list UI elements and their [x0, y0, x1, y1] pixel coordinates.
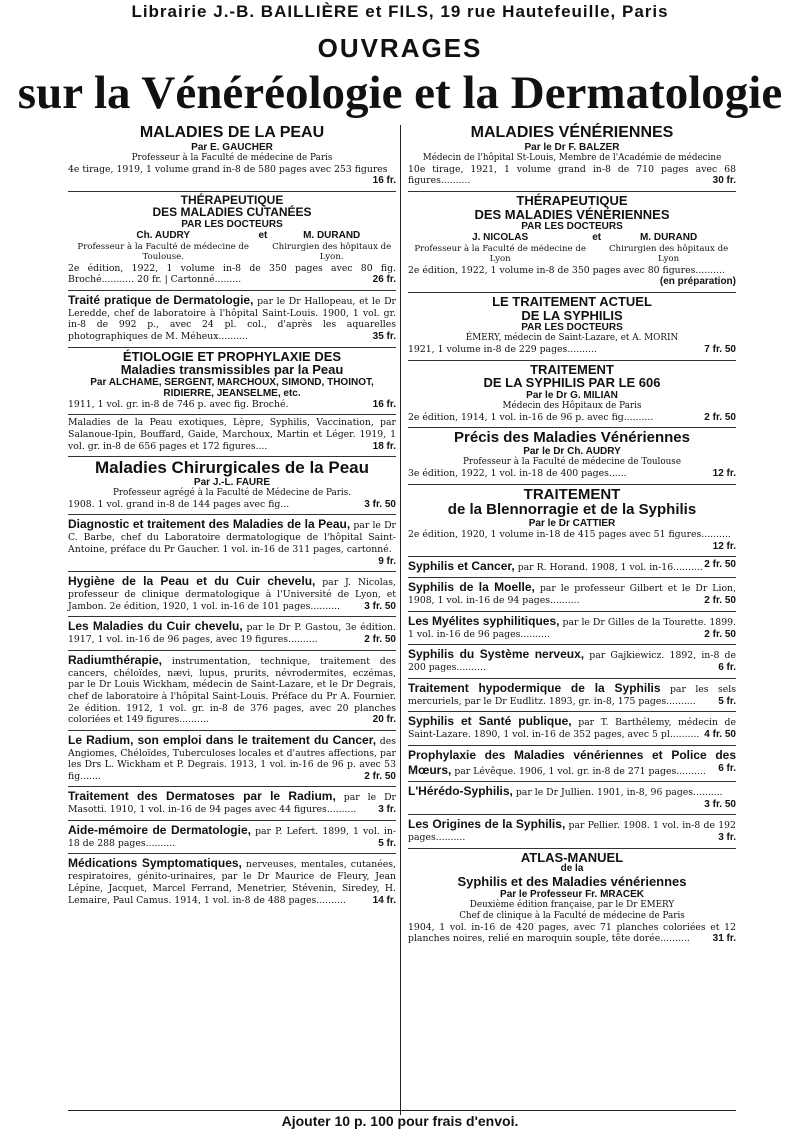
book-title-line2: DE LA SYPHILIS [521, 307, 623, 323]
book-entry [408, 815, 736, 849]
book-details [408, 580, 736, 608]
author-credential: Professeur à la Faculté de médecine de Paris [131, 152, 333, 163]
book-title-line2: DES MALADIES CUTANÉES [152, 205, 312, 220]
book-price: 12 fr. [712, 468, 736, 480]
author-credential: Chirurgien des hôpitaux de Lyon [608, 244, 729, 265]
book-price: 18 fr. [372, 440, 396, 452]
author-left [68, 230, 258, 263]
book-entry [408, 679, 736, 713]
book-entry [408, 746, 736, 782]
book-lead-title: Syphilis et Cancer, [408, 559, 515, 574]
book-price: 2 fr. 50 [364, 634, 396, 646]
author-credential: Médecin des Hôpitaux de Paris [502, 400, 642, 411]
book-price: 4 fr. 50 [704, 729, 736, 741]
book-entry [68, 291, 396, 348]
book-details [408, 922, 736, 946]
author-credential: Professeur à la Faculté de médecine de Lyon [414, 244, 586, 265]
book-description: par Lévêque. 1906, 1 vol. gr. in-8 de 271 pages.......... [454, 765, 706, 777]
book-lead-title: Syphilis et Santé publique, [408, 714, 572, 729]
book-lead-title: Prophylaxie des Maladies vénériennes et Police des Mœurs, [408, 747, 736, 777]
book-price: (en préparation) [659, 276, 736, 288]
book-details [408, 784, 736, 812]
book-author: Par ALCHAME, SERGENT, MARCHOUX, SIMOND, THOINOT, RIDIERRE, JEANSELME, etc. [90, 376, 374, 399]
book-entry [68, 651, 396, 731]
author-credential: Chef de clinique à la Faculté de médecine de Paris [459, 910, 685, 921]
book-entry [68, 515, 396, 572]
author-credential: Professeur à la Faculté de médecine de Toulouse. [77, 242, 250, 263]
publisher-line: Librairie J.-B. BAILLIÈRE et FILS, 19 rue Hautefeuille, Paris [131, 2, 669, 21]
book-title: THÉRAPEUTIQUE [516, 192, 628, 208]
book-title: ATLAS-MANUEL [520, 849, 624, 865]
book-lead-title: Radiumthérapie, [68, 652, 163, 667]
book-author: Par E. GAUCHER [191, 141, 273, 153]
book-lead-title: Médications Symptomatiques, [68, 856, 242, 871]
book-details [408, 748, 736, 778]
book-description: par le Dr P. Gastou, 3e édition. 1917, 1 vol. in-16 de 96 pages, avec 19 figures.......... [68, 622, 396, 646]
book-details [68, 164, 396, 188]
author-pair [408, 232, 736, 265]
book-lead-title: Syphilis de la Moelle, [408, 580, 535, 595]
book-price: 31 fr. [712, 933, 736, 945]
author-credential: Professeur agrégé à la Faculté de Médecine de Paris. [112, 487, 352, 498]
book-lead-title: Traitement hypodermique de la Syphilis [408, 680, 661, 695]
book-details [68, 293, 396, 344]
book-price: 6 fr. [718, 662, 736, 674]
book-entry [68, 821, 396, 855]
book-details [68, 619, 396, 647]
book-price: 16 fr. [372, 175, 396, 187]
book-details [408, 647, 736, 675]
book-price: 9 fr. [378, 555, 396, 567]
book-details [68, 517, 396, 568]
book-description: par Pellier. 1908. 1 vol. in-8 de 192 pages.......... [408, 820, 736, 844]
book-title: Maladies Chirurgicales de la Peau [94, 458, 369, 478]
book-details [408, 614, 736, 642]
book-details [68, 789, 396, 817]
book-entry [68, 457, 396, 515]
book-description: par T. Barthélemy, médecin de Saint-Lazare. 1890, 1 vol. in-16 de 352 pages, avec 5 pl.......... [408, 717, 736, 741]
author-left [408, 232, 592, 265]
book-price: 2 fr. 50 [704, 559, 736, 571]
book-author: PAR LES DOCTEURS [521, 322, 623, 334]
book-entry [408, 361, 736, 429]
book-lead-title: Les Myélites syphilitiques, [408, 613, 560, 628]
book-title-line2: de la [560, 863, 584, 875]
book-details [408, 468, 736, 481]
author-conjunction: et [258, 230, 268, 242]
book-description: par le Dr Masotti. 1910, 1 vol. in-16 de 94 pages avec 44 figures.......... [68, 792, 396, 816]
book-price: 16 fr. [372, 398, 396, 410]
book-details [408, 164, 736, 188]
book-title: THÉRAPEUTIQUE [180, 192, 284, 207]
book-description: nerveuses, mentales, cutanées, respiratoires, génito-urinaires, par le Dr Maurice de Fleury, Jean Lépine, Jacquet, Marcel Ferrand, Menetrier, Stévenin, Siredey, H. Lemaire, Paul Camus. 1914, 1 vol. in-8 de 488 pages.......... [68, 859, 396, 906]
book-details [68, 499, 396, 512]
book-entry [68, 617, 396, 651]
book-entry [408, 428, 736, 484]
footer-note: Ajouter 10 p. 100 pour frais d'envoi. [281, 1113, 519, 1129]
book-lead-title: Les Origines de la Syphilis, [408, 817, 566, 832]
right-column [408, 123, 736, 949]
book-description: par les sels mercuriels, par le Dr Eudlitz. 1893, gr. in-8, 175 pages.......... [408, 683, 736, 707]
author-name: M. DURAND [303, 230, 361, 242]
author-right [267, 230, 396, 263]
book-description: Maladies de la Peau exotiques, Lèpre, Syphilis, Vaccination, par Salanoue-Ipin, Bouffard, Gaide, Marchoux, Martin et Léger. 1919, 1 vol. gr. in-8 de 656 pages et 172 figures.... [68, 417, 396, 452]
book-description: 1911, 1 vol. gr. in-8 de 746 p. avec fig. Broché. [68, 398, 289, 410]
book-details [68, 733, 396, 784]
book-entry [408, 578, 736, 612]
book-description: des Angiomes, Chéloïdes, Tuberculoses locales et d'autres affections, par les Drs L. Wickham et P. Degrais. 1913, 1 vol. in-16 de 96 p. avec 53 fig....... [68, 735, 396, 782]
book-description: 1908. 1 vol. grand in-8 de 144 pages avec fig... [68, 498, 290, 510]
book-details [408, 265, 736, 289]
book-author: Par J.-L. FAURE [193, 476, 271, 488]
book-price: 2 fr. 50 [704, 628, 736, 640]
book-author: Par le Dr F. BALZER [524, 141, 620, 153]
book-title-line3: Syphilis et des Maladies vénériennes [457, 873, 687, 889]
book-entry [408, 293, 736, 361]
book-entry [68, 731, 396, 788]
book-entry [68, 348, 396, 416]
left-column [68, 123, 396, 910]
book-description: 2e édition, 1922, 1 volume in-8 de 350 pages avec 80 fig. Broché........... 20 fr. | Cartonné......... [68, 262, 396, 286]
book-author: Par le Dr Ch. AUDRY [523, 446, 621, 458]
book-price: 12 fr. [712, 540, 736, 552]
author-name: Ch. AUDRY [136, 230, 191, 242]
book-details [68, 823, 396, 851]
author-pair [68, 230, 396, 263]
book-entry [68, 854, 396, 910]
page-subheading: sur la Vénéréologie et la Dermatologie [17, 67, 783, 119]
book-title: ÉTIOLOGIE ET PROPHYLAXIE DES [122, 348, 342, 364]
book-details [68, 263, 396, 287]
book-details [408, 714, 736, 742]
book-description: 10e tirage, 1921, 1 volume grand in-8 de 710 pages avec 68 figures.......... [408, 163, 736, 187]
author-credential: Deuxième édition française, par le Dr EMERY [469, 899, 675, 910]
book-author: PAR LES DOCTEURS [181, 219, 283, 231]
book-entry [408, 645, 736, 679]
book-price: 14 fr. [372, 894, 396, 906]
author-name: J. NICOLAS [472, 232, 529, 244]
book-entry [408, 849, 736, 949]
book-price: 2 fr. 50 [704, 411, 736, 423]
book-price: 3 fr. 50 [704, 798, 736, 810]
book-entry [408, 612, 736, 646]
book-description: par le Dr C. Barbe, chef du Laboratoire dermatologique de l'hôpital Saint-Antoine, préface du Pr Gaucher. 1 vol. in-16 de 311 pages, cartonné. [68, 520, 396, 555]
book-title: Précis des Maladies Vénériennes [454, 429, 690, 447]
book-description: par le Dr Hallopeau, et le Dr Leredde, chef de laboratoire à l'hôpital Saint-Louis. 1900, 1 vol. gr. in-8 de 992 p., avec 24 pl. col., d'après les aquarelles photographiques de M. Méheux.......... [68, 295, 396, 343]
book-author: Par le Dr G. MILIAN [526, 389, 618, 401]
column-divider [400, 125, 401, 1115]
book-description: par R. Horand. 1908, 1 vol. in-16.......... [517, 562, 703, 574]
book-author: Par le Dr CATTIER [528, 518, 616, 530]
book-price: 5 fr. [718, 695, 736, 707]
book-lead-title: Aide-mémoire de Dermatologie, [68, 822, 251, 837]
book-lead-title: Traité pratique de Dermatologie, [68, 292, 254, 307]
author-right [601, 232, 736, 265]
book-description: 3e édition, 1922, 1 vol. in-18 de 400 pages...... [408, 468, 627, 480]
book-price: 5 fr. [378, 837, 396, 849]
book-description: instrumentation, technique, traitement des cancers, chéloïdes, nævi, lupus, prurits, névrodermites, eczémas, par le Dr Louis Wickham, médecin de Saint-Lazare, et le Dr Degrais, chef de laboratoire à l'hôpital Saint-Louis. Préface du Pr A. Fournier. 2e édition. 1912, 1 vol. gr. in-8 de 376 pages, avec 20 planches coloriées et 149 figures.......... [68, 655, 396, 726]
book-title-line2: DE LA SYPHILIS PAR LE 606 [483, 375, 661, 391]
book-description: 1921, 1 volume in-8 de 229 pages.......... [408, 344, 597, 356]
book-price: 3 fr. [718, 832, 736, 844]
book-price: 2 fr. 50 [704, 595, 736, 607]
book-price: 7 fr. 50 [704, 344, 736, 356]
author-credential: Chirurgien des hôpitaux de Lyon. [272, 242, 392, 263]
book-entry [68, 572, 396, 617]
book-title-line2: DES MALADIES VÉNÉRIENNES [474, 206, 670, 222]
book-description: 2e édition, 1922, 1 volume in-8 de 350 pages avec 80 figures.......... [408, 264, 725, 276]
book-title: LE TRAITEMENT ACTUEL [492, 293, 652, 309]
book-entry [408, 557, 736, 578]
book-description: par Gajkiewicz. 1892, in-8 de 200 pages.......... [408, 650, 736, 674]
page-heading: OUVRAGES [317, 33, 483, 63]
author-name: M. DURAND [639, 232, 698, 244]
book-description: par le professeur Gilbert et le Dr Lion, 1908, 1 vol. in-16 de 94 pages.......... [408, 583, 736, 607]
book-entry [408, 192, 736, 293]
book-description: par P. Lefert. 1899, 1 vol. in-18 de 288 pages.......... [68, 825, 396, 849]
book-lead-title: Hygiène de la Peau et du Cuir chevelu, [68, 574, 316, 589]
book-details [408, 412, 736, 425]
book-price: 20 fr. [372, 714, 396, 726]
book-entry [408, 712, 736, 746]
book-description: 2e édition, 1920, 1 volume in-18 de 415 pages avec 51 figures.......... [408, 529, 731, 541]
book-details [408, 681, 736, 709]
book-description: 4e tirage, 1919, 1 volume grand in-8 de 580 pages avec 253 figures [68, 163, 388, 175]
footer-rule [68, 1110, 736, 1111]
book-price: 3 fr. 50 [364, 600, 396, 612]
book-author: Par le Professeur Fr. MRACEK [500, 888, 644, 900]
book-details [68, 399, 396, 412]
book-details [408, 817, 736, 845]
book-lead-title: Syphilis du Système nerveux, [408, 647, 585, 662]
book-entry [408, 123, 736, 192]
book-title-line2: Maladies transmissibles par la Peau [120, 362, 344, 378]
book-entry [408, 782, 736, 816]
book-description: par J. Nicolas, professeur de clinique dermatologique à l'Université de Lyon, et Jambon. 2e édition, 1920, 1 vol. in-16 de 101 pages.......... [68, 577, 396, 612]
book-description: 1904, 1 vol. in-16 de 420 pages, avec 71 planches coloriées et 12 planches noires, relié en maroquin souple, tête dorée.......... [408, 921, 736, 945]
author-credential: Médecin de l'hôpital St-Louis, Membre de l'Académie de médecine [422, 152, 722, 163]
book-lead-title: Le Radium, son emploi dans le traitement du Cancer, [68, 732, 377, 747]
book-entry [68, 192, 396, 291]
book-details [68, 417, 396, 453]
book-price: 30 fr. [712, 175, 736, 187]
book-details [68, 856, 396, 907]
book-entry [68, 123, 396, 192]
book-title: TRAITEMENT [530, 361, 614, 377]
book-lead-title: Les Maladies du Cuir chevelu, [68, 619, 243, 634]
book-price: 2 fr. 50 [364, 770, 396, 782]
book-lead-title: Traitement des Dermatoses par le Radium, [68, 789, 336, 804]
book-details [68, 574, 396, 613]
author-credential: ÉMERY, médecin de Saint-Lazare, et A. MORIN [465, 333, 679, 344]
author-credential: Professeur à la Faculté de médecine de Toulouse [462, 457, 682, 468]
book-lead-title: Diagnostic et traitement des Maladies de la Peau, [68, 517, 351, 532]
book-price: 3 fr. [378, 804, 396, 816]
book-title: TRAITEMENT [523, 485, 621, 503]
book-entry [68, 415, 396, 457]
book-title-line2: de la Blennorragie et de la Syphilis [447, 501, 697, 519]
book-details [68, 653, 396, 727]
book-details [408, 559, 736, 574]
book-price: 3 fr. 50 [364, 498, 396, 510]
book-lead-title: L'Hérédo-Syphilis, [408, 783, 513, 798]
book-details [408, 344, 736, 357]
book-description: par le Dr Gilles de la Tourette. 1899. 1 vol. in-16 de 96 pages.......... [408, 616, 736, 640]
book-author: PAR LES DOCTEURS [521, 221, 623, 233]
book-title: MALADIES VÉNÉRIENNES [470, 124, 674, 141]
book-entry [408, 485, 736, 558]
book-price: 35 fr. [372, 331, 396, 343]
book-description: 2e édition, 1914, 1 vol. in-16 de 96 p. avec fig.......... [408, 411, 654, 423]
book-details [408, 529, 736, 553]
book-title: MALADIES DE LA PEAU [139, 124, 325, 141]
book-price: 26 fr. [372, 274, 396, 286]
book-description: par le Dr Jullien. 1901, in-8, 96 pages.......... [515, 786, 723, 798]
book-price: 6 fr. [718, 762, 736, 774]
author-conjunction: et [592, 232, 602, 244]
book-entry [68, 787, 396, 821]
